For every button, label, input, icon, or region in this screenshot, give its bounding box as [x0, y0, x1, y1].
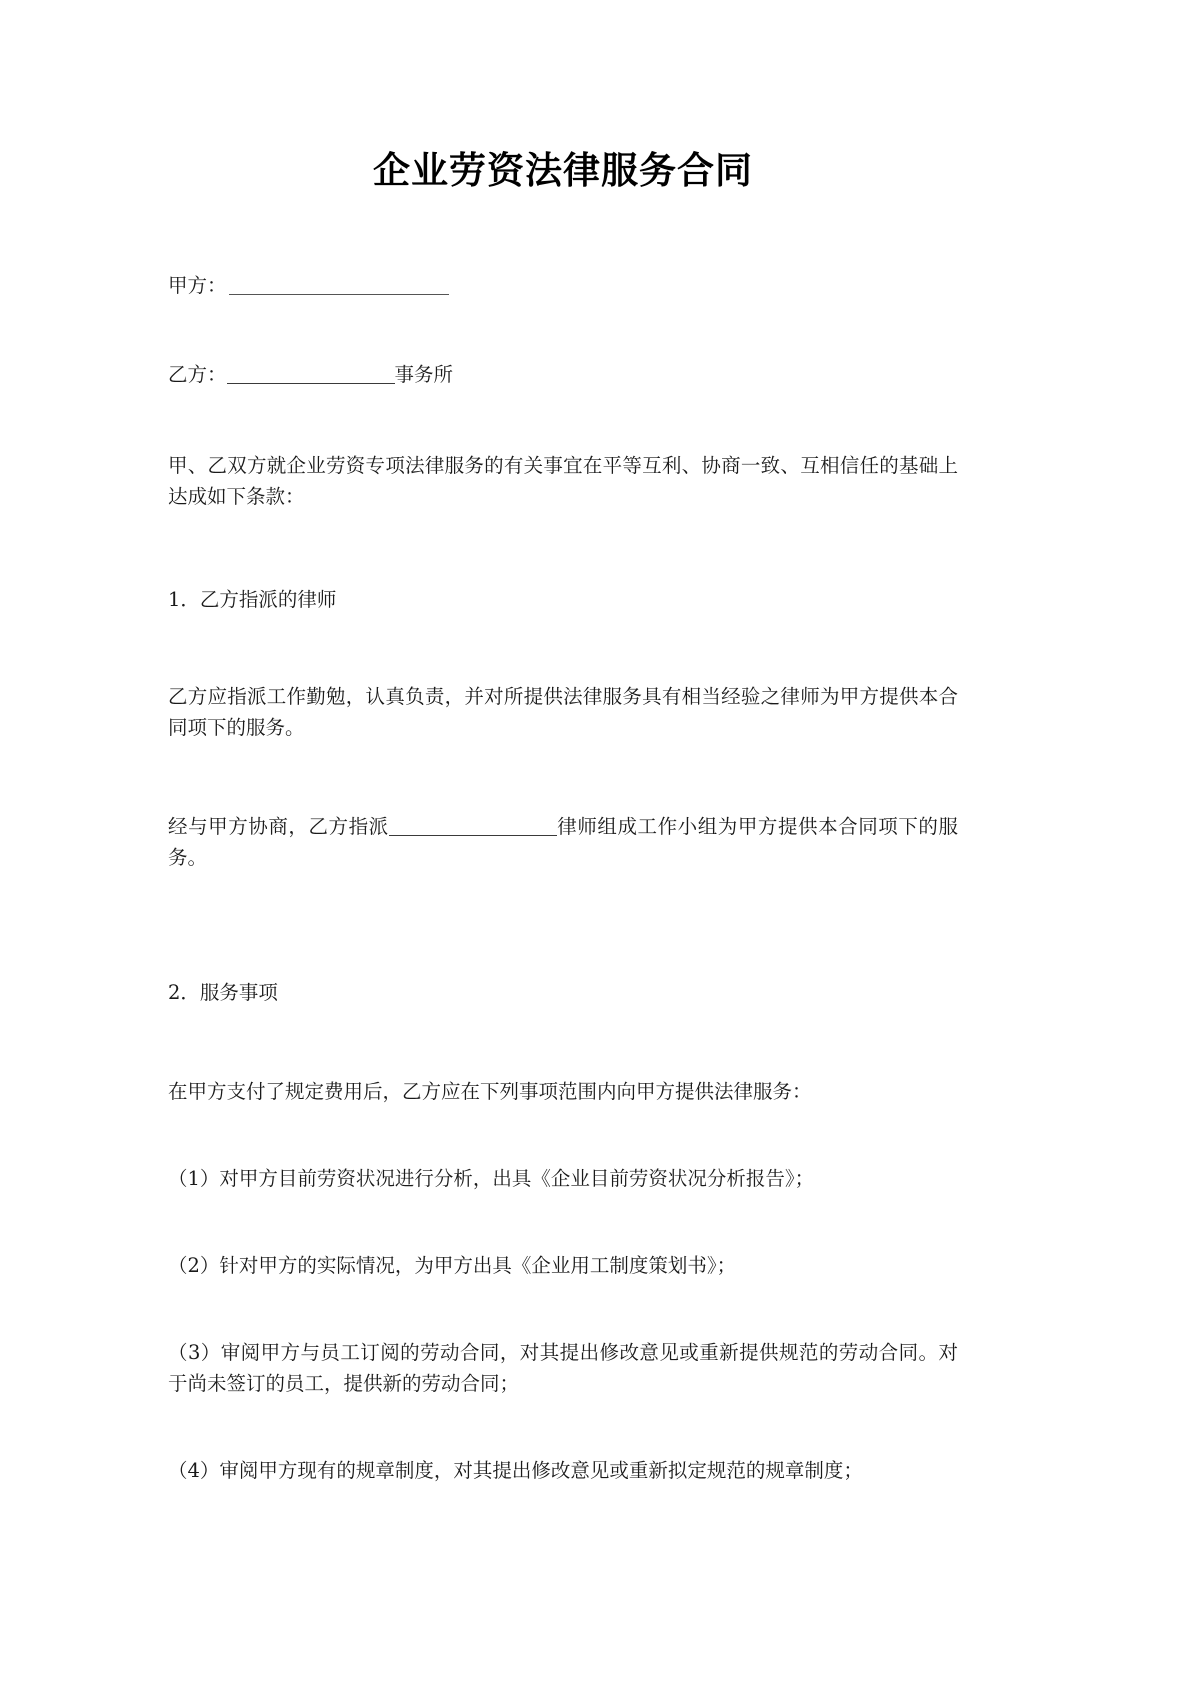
section-1-paragraph-2-before: 经与甲方协商，乙方指派 — [168, 815, 389, 839]
service-item: （1）对甲方目前劳资状况进行分析，出具《企业目前劳资状况分析报告》； — [168, 1167, 815, 1191]
section-1-paragraph-2-after: 律师组成工作小组为甲方提供本合同项下的服务。 — [168, 815, 958, 870]
service-item: （4）审阅甲方现有的规章制度，对其提出修改意见或重新拟定规范的规章制度； — [168, 1459, 863, 1483]
page-title: 企业劳资法律服务合同 — [373, 148, 753, 192]
preamble-paragraph: 甲、乙双方就企业劳资专项法律服务的有关事宜在平等互利、协商一致、互相信任的基础上达成如下条款： — [168, 454, 958, 509]
party-a-label: 甲方： — [168, 274, 227, 298]
document-content — [168, 0, 958, 1486]
party-b-label: 乙方： — [168, 363, 227, 387]
service-item: （2）针对甲方的实际情况，为甲方出具《企业用工制度策划书》； — [168, 1254, 737, 1278]
section-1-heading: 1．乙方指派的律师 — [168, 588, 337, 612]
service-item: （3）审阅甲方与员工订阅的劳动合同，对其提出修改意见或重新提供规范的劳动合同。对于尚未签订的员工，提供新的劳动合同； — [168, 1341, 958, 1396]
party-a-blank[interactable] — [229, 294, 449, 295]
assigned-lawyer-blank[interactable] — [389, 835, 557, 836]
section-2-intro: 在甲方支付了规定费用后，乙方应在下列事项范围内向甲方提供法律服务： — [168, 1080, 812, 1104]
party-b-line — [168, 359, 958, 390]
party-b-suffix: 事务所 — [394, 363, 454, 387]
party-b-blank[interactable] — [227, 383, 395, 384]
party-a-line — [168, 270, 958, 301]
section-2-heading: 2．服务事项 — [168, 981, 278, 1005]
section-1-paragraph-1: 乙方应指派工作勤勉，认真负责，并对所提供法律服务具有相当经验之律师为甲方提供本合同项下的服务。 — [168, 685, 958, 740]
section-1-paragraph-2 — [168, 811, 958, 873]
